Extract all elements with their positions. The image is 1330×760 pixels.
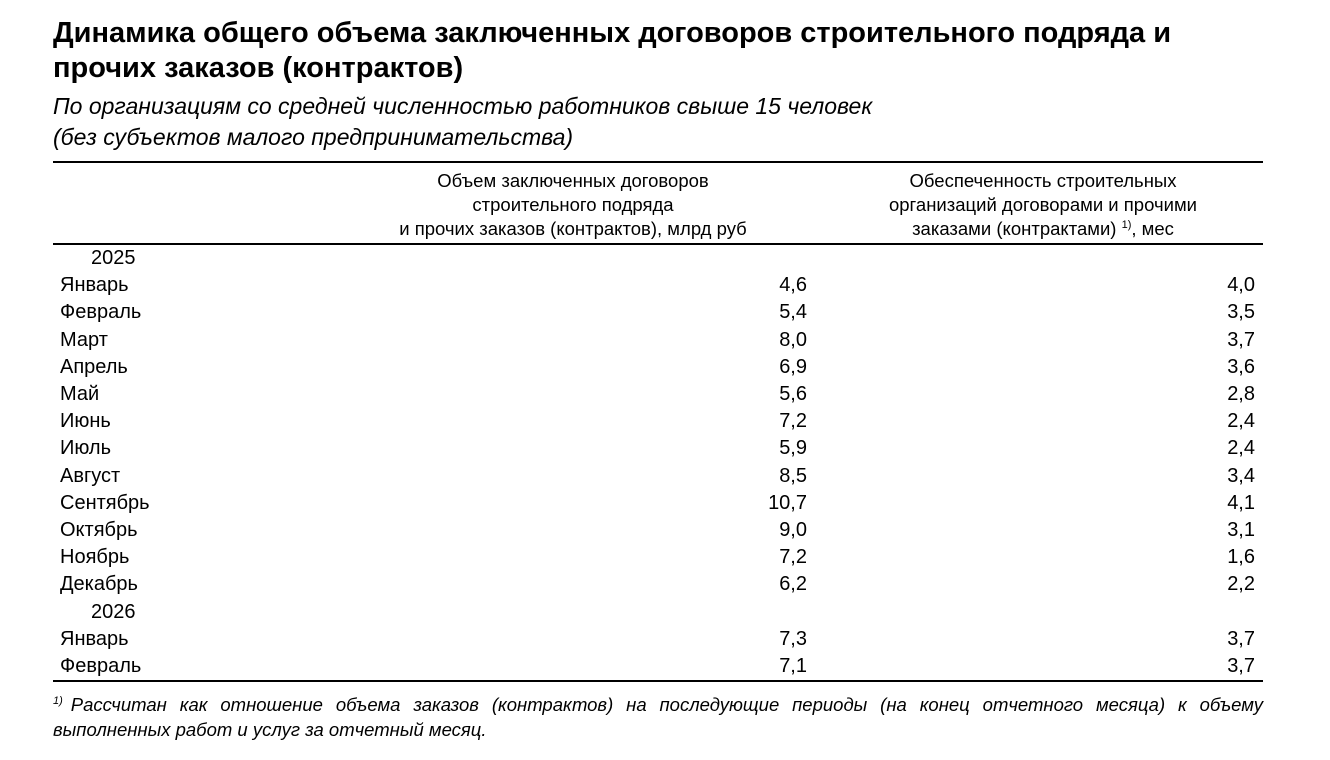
table-row bbox=[53, 381, 1263, 408]
page-title: Динамика общего объема заключенных договоров строительного подряда и прочих заказов (контрактов) bbox=[53, 17, 1172, 84]
month-label: Август bbox=[60, 464, 121, 487]
month-label: Июнь bbox=[60, 410, 111, 433]
provision-months-value: 2,4 bbox=[1227, 437, 1255, 460]
month-label: Январь bbox=[60, 274, 129, 297]
table-row bbox=[53, 571, 1263, 598]
column-header-contracts-volume bbox=[333, 169, 813, 241]
column-header-contracts-provision bbox=[833, 169, 1253, 241]
contracts-volume-value: 7,3 bbox=[779, 627, 807, 650]
year-row bbox=[53, 245, 1263, 272]
contracts-volume-value: 6,2 bbox=[779, 573, 807, 596]
contracts-volume-value: 8,5 bbox=[779, 464, 807, 487]
provision-months-value: 4,1 bbox=[1227, 491, 1255, 514]
contracts-volume-value: 5,9 bbox=[779, 437, 807, 460]
table-row bbox=[53, 408, 1263, 435]
table-row bbox=[53, 327, 1263, 354]
table-header bbox=[53, 163, 1263, 245]
data-table bbox=[53, 245, 1263, 682]
contracts-volume-value: 9,0 bbox=[779, 518, 807, 541]
contracts-volume-value: 4,6 bbox=[779, 274, 807, 297]
table-row bbox=[53, 435, 1263, 462]
year-label: 2026 bbox=[91, 600, 136, 623]
table-row bbox=[53, 354, 1263, 381]
header-line: организаций договорами и прочими bbox=[888, 194, 1197, 215]
header-text: заказами (контрактами) bbox=[912, 218, 1117, 239]
provision-months-value: 3,7 bbox=[1227, 328, 1255, 351]
header-line: Обеспеченность строительных bbox=[909, 170, 1177, 191]
subtitle-line-2: (без субъектов малого предпринимательства) bbox=[53, 124, 574, 150]
table-row bbox=[53, 653, 1263, 681]
table-row bbox=[53, 490, 1263, 517]
provision-months-value: 3,1 bbox=[1227, 518, 1255, 541]
month-label: Апрель bbox=[60, 355, 128, 378]
contracts-volume-value: 8,0 bbox=[779, 328, 807, 351]
contracts-volume-value: 6,9 bbox=[779, 355, 807, 378]
month-label: Ноябрь bbox=[60, 546, 130, 569]
table-body bbox=[53, 245, 1263, 681]
provision-months-value: 3,5 bbox=[1227, 301, 1255, 324]
month-label: Октябрь bbox=[60, 518, 138, 541]
document bbox=[53, 16, 1263, 742]
month-label: Июль bbox=[60, 437, 112, 460]
year-row bbox=[53, 598, 1263, 625]
header-text: , мес bbox=[1131, 218, 1174, 239]
provision-months-value: 2,4 bbox=[1227, 410, 1255, 433]
month-label: Март bbox=[60, 328, 108, 351]
footnote-text: Рассчитан как отношение объема заказов (контрактов) на последующие периоды (на конец отчетного месяца) к объему выполненных работ и услуг за отчетный месяц. bbox=[53, 694, 1263, 740]
month-label: Сентябрь bbox=[60, 491, 150, 514]
provision-months-value: 3,7 bbox=[1227, 654, 1255, 677]
subtitle-line-1: По организациям со средней численностью работников свыше 15 человек bbox=[53, 93, 873, 119]
subtitle bbox=[53, 91, 1263, 153]
header-line: строительного подряда bbox=[472, 194, 674, 215]
month-label: Январь bbox=[60, 627, 129, 650]
provision-months-value: 2,2 bbox=[1227, 573, 1255, 596]
provision-months-value: 3,4 bbox=[1227, 464, 1255, 487]
footnote bbox=[53, 692, 1263, 742]
contracts-volume-value: 5,6 bbox=[779, 383, 807, 406]
contracts-volume-value: 7,2 bbox=[779, 410, 807, 433]
table-row bbox=[53, 544, 1263, 571]
month-label: Февраль bbox=[60, 301, 142, 324]
table-row bbox=[53, 517, 1263, 544]
header-line: Объем заключенных договоров bbox=[437, 170, 709, 191]
table-row bbox=[53, 272, 1263, 299]
footnote-mark: 1) bbox=[53, 695, 63, 707]
header-line: и прочих заказов (контрактов), млрд руб bbox=[399, 218, 747, 239]
month-label: Февраль bbox=[60, 654, 142, 677]
year-label: 2025 bbox=[91, 247, 136, 270]
provision-months-value: 3,6 bbox=[1227, 355, 1255, 378]
contracts-volume-value: 7,1 bbox=[779, 654, 807, 677]
month-label: Декабрь bbox=[60, 573, 138, 596]
month-label: Май bbox=[60, 383, 100, 406]
header-line bbox=[833, 217, 1253, 241]
table-row bbox=[53, 626, 1263, 653]
contracts-volume-value: 7,2 bbox=[779, 546, 807, 569]
provision-months-value: 1,6 bbox=[1227, 546, 1255, 569]
provision-months-value: 3,7 bbox=[1227, 627, 1255, 650]
table-row bbox=[53, 463, 1263, 490]
provision-months-value: 2,8 bbox=[1227, 383, 1255, 406]
provision-months-value: 4,0 bbox=[1227, 274, 1255, 297]
table-row bbox=[53, 299, 1263, 326]
contracts-volume-value: 5,4 bbox=[779, 301, 807, 324]
footnote-reference: 1) bbox=[1121, 219, 1132, 231]
contracts-volume-value: 10,7 bbox=[768, 491, 807, 514]
